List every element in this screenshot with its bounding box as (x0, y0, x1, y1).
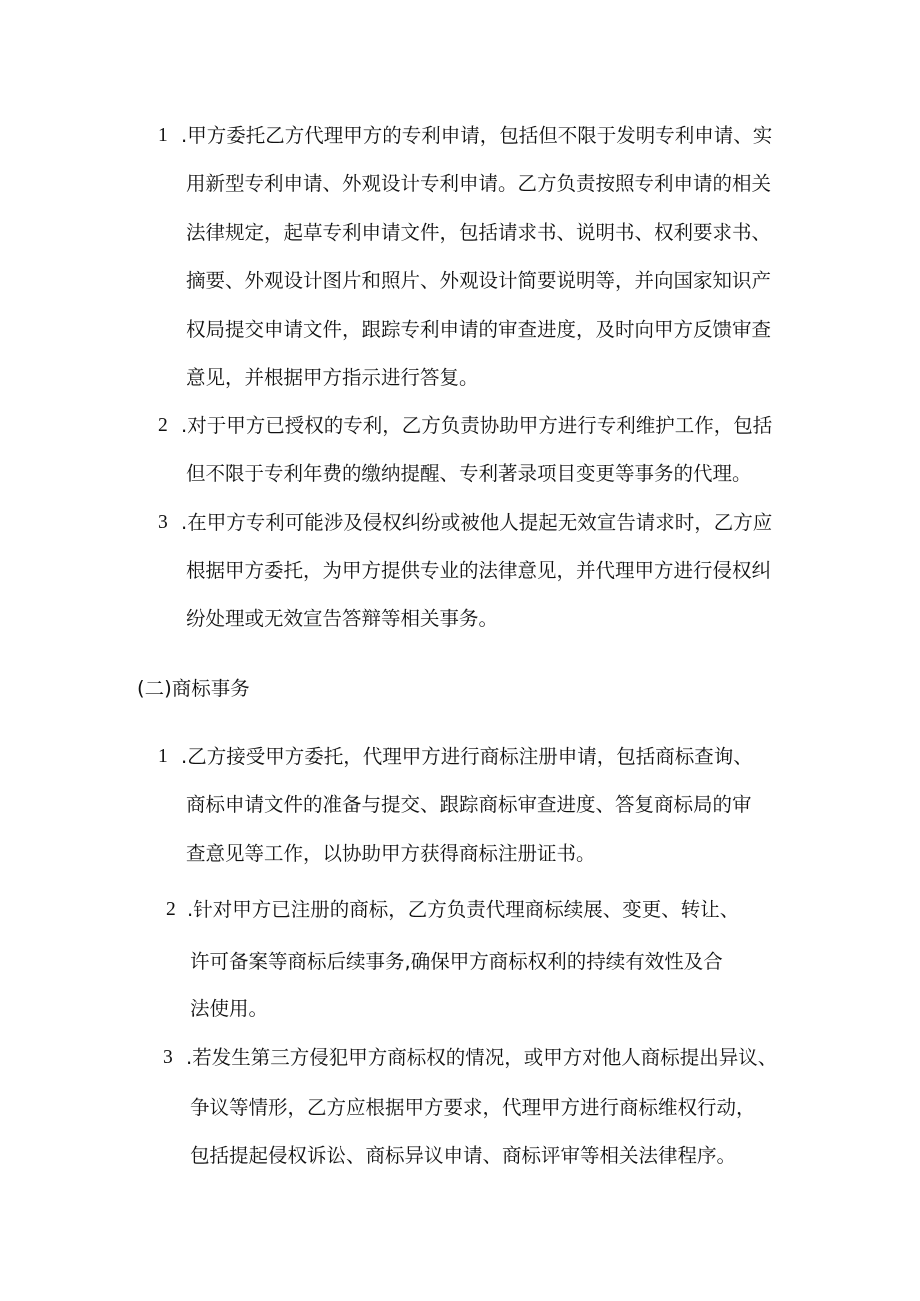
text-line: .针对甲方已注册的商标，乙方负责代理商标续展、变更、转让、 (187, 898, 740, 921)
text-line: 争议等情形，乙方应根据甲方要求，代理甲方进行商标维权行动， (190, 1096, 756, 1119)
text-line: .在甲方专利可能涉及侵权纠纷或被他人提起无效宣告请求时，乙方应 (181, 511, 773, 534)
text-line: .对于甲方已授权的专利，乙方负责协助甲方进行专利维护工作，包括 (181, 414, 773, 437)
list-number: 1 (158, 125, 168, 146)
text-line: 用新型专利申请、外观设计专利申请。乙方负责按照专利申请的相关 (186, 172, 772, 195)
text-line: 包括提起侵权诉讼、商标异议申请、商标评审等相关法律程序。 (190, 1144, 737, 1167)
list-number: 2 (158, 415, 168, 436)
text-line: 法使用。 (190, 997, 269, 1020)
text-line: 但不限于专利年费的缴纳提醒、专利著录项目变更等事务的代理。 (186, 462, 752, 485)
text-line: 权局提交申请文件，跟踪专利申请的审查进度，及时向甲方反馈审查 (186, 318, 772, 341)
text-line: 摘要、外观设计图片和照片、外观设计简要说明等，并向国家知识产 (186, 269, 772, 292)
list-number: 2 (166, 899, 176, 920)
text-line: .乙方接受甲方委托，代理甲方进行商标注册申请，包括商标查询、 (181, 745, 753, 768)
list-number: 1 (158, 746, 168, 767)
list-number: 3 (158, 512, 168, 533)
text-line: 法律规定，起草专利申请文件，包括请求书、说明书、权利要求书、 (186, 221, 772, 244)
text-line: 纷处理或无效宣告答辩等相关事务。 (186, 607, 499, 630)
text-line: 许可备案等商标后续事务,确保甲方商标权利的持续有效性及合 (190, 950, 723, 973)
section-heading: (二)商标事务 (137, 677, 250, 700)
text-line: 意见，并根据甲方指示进行答复。 (186, 366, 479, 389)
list-number: 3 (163, 1047, 173, 1068)
text-line: 根据甲方委托，为甲方提供专业的法律意见，并代理甲方进行侵权纠 (186, 559, 772, 582)
text-line: .甲方委托乙方代理甲方的专利申请，包括但不限于发明专利申请、实 (181, 124, 773, 147)
text-line: 商标申请文件的准备与提交、跟踪商标审查进度、答复商标局的审 (186, 793, 752, 816)
text-line: 查意见等工作，以协助甲方获得商标注册证书。 (186, 842, 596, 865)
text-line: .若发生第三方侵犯甲方商标权的情况，或甲方对他人商标提出异议、 (186, 1046, 778, 1069)
